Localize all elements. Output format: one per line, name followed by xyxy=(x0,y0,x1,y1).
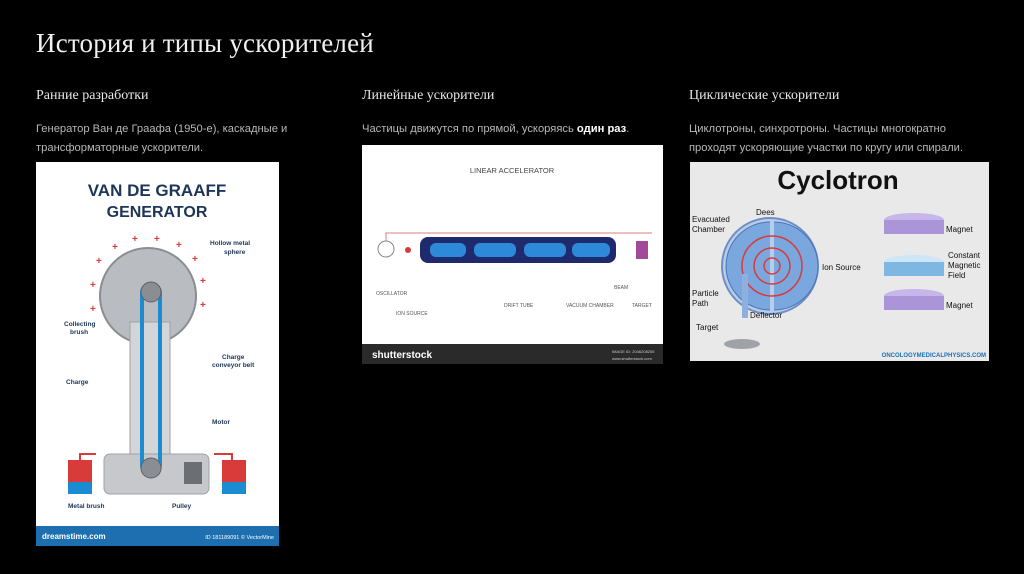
label-collecting-1: Collecting xyxy=(64,321,96,328)
right-battery-base xyxy=(222,482,246,494)
cyclotron-title: Cyclotron xyxy=(777,165,899,195)
label-collecting-2: brush xyxy=(70,329,89,336)
label-belt-2: conveyor belt xyxy=(212,362,255,369)
label-target: TARGET xyxy=(632,303,652,309)
label-charge: Charge xyxy=(66,379,89,386)
linear-accelerator-image xyxy=(362,145,663,364)
target-base-shape xyxy=(724,339,760,349)
label-constant-1: Constant xyxy=(948,251,981,260)
magnet-bottom-body xyxy=(884,296,944,310)
deflector-shape xyxy=(742,274,748,318)
column-early-developments xyxy=(36,88,326,158)
column-heading: Ранние разработки xyxy=(36,88,149,103)
motor-shape xyxy=(184,462,202,484)
drift-tube-2 xyxy=(474,243,516,257)
label-constant-2: Magnetic xyxy=(948,261,981,270)
label-constant-3: Field xyxy=(948,271,966,280)
linac-footer-site: www.shutterstock.com xyxy=(612,356,652,361)
column-text xyxy=(362,120,652,139)
label-ion-source: Ion Source xyxy=(822,263,861,272)
vdg-title-line1: VAN DE GRAAFF xyxy=(87,181,227,200)
column-heading: Циклические ускорители xyxy=(689,88,840,103)
label-particle-1: Particle xyxy=(692,289,719,298)
label-vacuum-chamber: VACUUM CHAMBER xyxy=(566,303,614,309)
column-linear-accelerators xyxy=(362,88,652,139)
bottom-pulley-shape xyxy=(141,458,161,478)
plus-mark: + xyxy=(192,254,198,265)
vdg-title-line2: GENERATOR xyxy=(106,204,208,221)
label-dees: Dees xyxy=(756,208,775,217)
label-oscillator: OSCILLATOR xyxy=(376,291,408,297)
label-magnet-bottom: Magnet xyxy=(946,301,973,310)
label-magnet-top: Magnet xyxy=(946,225,973,234)
label-target: Target xyxy=(696,323,719,332)
column-heading: Линейные ускорители xyxy=(362,88,495,103)
plus-mark: + xyxy=(154,234,160,245)
plus-mark: + xyxy=(132,234,138,245)
label-pulley: Pulley xyxy=(172,503,192,510)
ion-source-symbol xyxy=(405,247,411,253)
page-title: История и типы ускорителей xyxy=(36,28,374,58)
label-belt-1: Charge xyxy=(222,354,245,361)
linac-footer-brand: shutterstock xyxy=(372,350,433,361)
plus-mark: + xyxy=(112,242,118,253)
linear-accelerator-diagram xyxy=(362,145,663,364)
magnet-top-body xyxy=(884,220,944,234)
label-hollow-sphere-1: Hollow metal xyxy=(210,240,251,247)
drift-tube-3 xyxy=(524,243,566,257)
label-deflector: Deflector xyxy=(750,311,783,320)
field-disc-body xyxy=(884,262,944,276)
label-motor: Motor xyxy=(212,419,231,426)
plus-mark: + xyxy=(96,256,102,267)
left-battery-base xyxy=(68,482,92,494)
van-de-graaff-image xyxy=(36,162,279,546)
label-evacuated-2: Chamber xyxy=(692,225,725,234)
label-hollow-sphere-2: sphere xyxy=(224,249,246,256)
column-shape xyxy=(130,322,170,462)
label-particle-2: Path xyxy=(692,299,709,308)
column-text: Циклотроны, синхротроны. Частицы многократно проходят ускоряющие участки по кругу или спирали. xyxy=(689,123,964,154)
van-de-graaff-diagram xyxy=(36,162,279,546)
cyclotron-diagram xyxy=(690,162,989,361)
column-text: Генератор Ван де Граафа (1950-е), каскадные и трансформаторные ускорители. xyxy=(36,123,288,154)
plus-mark: + xyxy=(176,240,182,251)
label-beam: BEAM xyxy=(614,285,629,291)
label-ion-source: ION SOURCE xyxy=(396,311,428,317)
label-evacuated-1: Evacuated xyxy=(692,215,730,224)
top-pulley-shape xyxy=(141,282,161,302)
oscillator-symbol xyxy=(378,241,394,257)
linac-title: LINEAR ACCELERATOR xyxy=(469,166,555,175)
target-symbol xyxy=(636,241,648,259)
text-part: . xyxy=(626,123,630,135)
linac-footer-id: IMAGE ID: 2046208205 xyxy=(612,349,655,354)
cyclotron-footer: ONCOLOGYMEDICALPHYSICS.COM xyxy=(881,353,986,359)
cyclotron-image xyxy=(690,162,989,361)
column-cyclic-accelerators xyxy=(689,88,989,158)
drift-tube-1 xyxy=(430,243,466,257)
plus-mark: + xyxy=(90,304,96,315)
plus-mark: + xyxy=(200,300,206,311)
vdg-footer-left: dreamstime.com xyxy=(42,532,106,541)
text-part: Частицы движутся по прямой, ускоряясь xyxy=(362,123,577,135)
label-drift-tube: DRIFT TUBE xyxy=(504,303,534,309)
label-metal-brush: Metal brush xyxy=(68,503,105,510)
drift-tube-4 xyxy=(572,243,610,257)
plus-mark: + xyxy=(200,276,206,287)
plus-mark: + xyxy=(90,280,96,291)
text-emphasis: один раз xyxy=(576,123,627,135)
vdg-footer-right: ID 181189091 © VectorMine xyxy=(205,535,274,541)
